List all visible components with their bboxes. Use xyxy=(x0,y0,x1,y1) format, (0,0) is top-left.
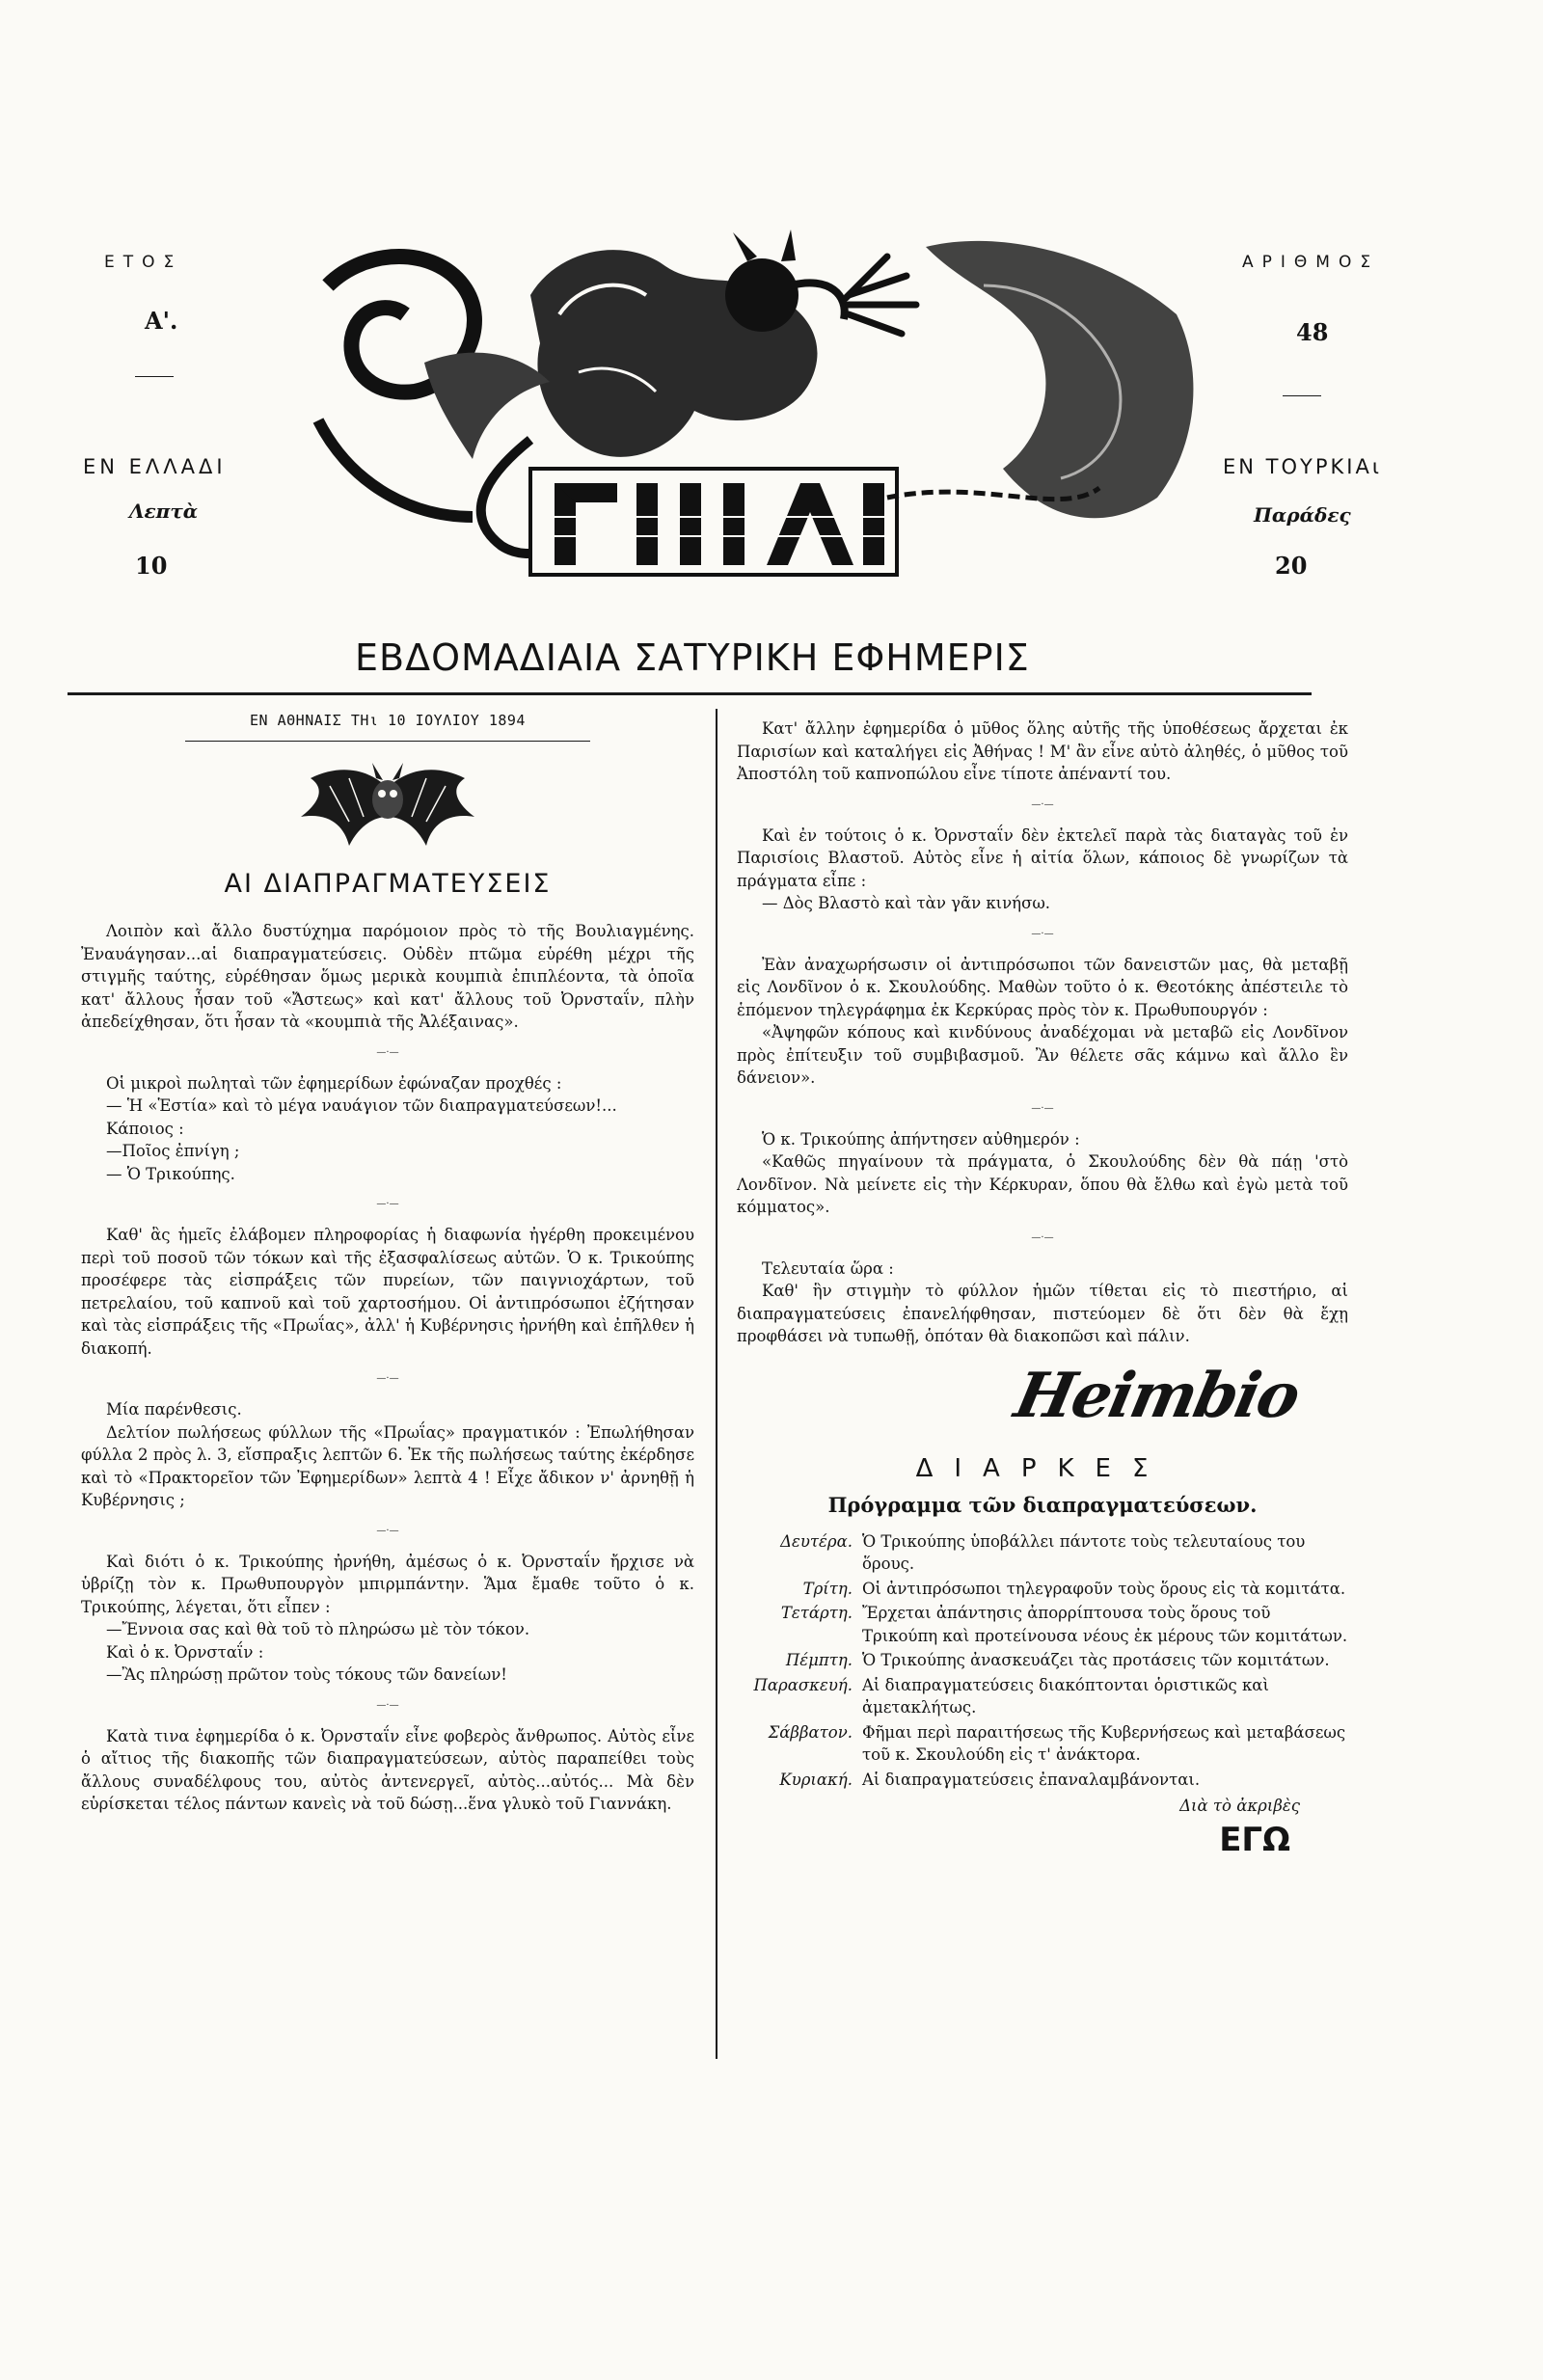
separator: —·— xyxy=(1031,798,1054,810)
program-title: Πρόγραμμα τῶν διαπραγματεύσεων. xyxy=(827,1492,1258,1517)
schedule-row xyxy=(737,1649,1348,1672)
separator: —·— xyxy=(376,1046,399,1058)
paragraph: — Δὸς Βλαστὸ καὶ τὰν γᾶν κινήσω. xyxy=(762,894,1051,912)
signature-block xyxy=(737,1354,1348,1450)
schedule-text: Ὁ Τρικούπης ἀνασκευάζει τὰς προτάσεις τῶν κομιτάτων. xyxy=(862,1651,1330,1669)
schedule-list xyxy=(737,1530,1348,1792)
newspaper-subtitle: ΕΒΔΟΜΑΔΙΑΙΑ ΣΑΤΥΡΙΚΗ ΕΦΗΜΕΡΙΣ xyxy=(355,636,1030,679)
schedule-text: Ἔρχεται ἀπάντησις ἀπορρίπτουσα τοὺς ὅρους τοῦ Τρικούπη καὶ προτείνουσα νέους ἐκ μέρους τῶν κομιτάτων. xyxy=(862,1604,1348,1645)
schedule-day: Παρασκευή. xyxy=(753,1675,853,1694)
schedule-row xyxy=(737,1721,1348,1767)
schedule-row xyxy=(737,1530,1348,1576)
schedule-row xyxy=(737,1769,1348,1792)
schedule-text: Αἱ διαπραγματεύσεις ἐπαναλαμβάνονται. xyxy=(862,1770,1201,1789)
closing-signature: ΕΓΩ xyxy=(1219,1821,1290,1859)
paragraph: Δελτίον πωλήσεως φύλλων τῆς «Πρωΐας» πραγματικόν : Ἐπωλήθησαν φύλλα 2 πρὸς λ. 3, εἴσπραξις λεπτῶν 6. Ἐκ τῆς πωλήσεως ταύτης ἐκέρδησε καὶ τὸ «Πρακτορεῖον τῶν Ἐφημερίδων» λεπτὰ 4 ! Εἶχε ἄδικον ν' ἀρνηθῇ ἡ Κυβέρνησις ; xyxy=(81,1422,694,1509)
paragraph: Καθ' ἣν στιγμὴν τὸ φύλλον ἡμῶν τίθεται εἰς τὸ πιεστήριο, αἱ διαπραγματεύσεις ἐπανελήφθησαν, πιστεύομεν δὲ ὅτι δὲν θὰ ἔχῃ προφθάσει νὰ τυπωθῇ, ὁπόταν θὰ διακοπῶσι καὶ πάλιν. xyxy=(737,1282,1348,1345)
bat-illustration xyxy=(81,749,694,855)
paragraph: Καὶ ὁ κ. Ὀρνσταΐν : xyxy=(106,1642,264,1662)
paragraph: Κατὰ τινα ἐφημερίδα ὁ κ. Ὀρνσταΐν εἶνε φοβερὸς ἄνθρωπος. Αὐτὸς εἶνε ὁ αἴτιος τῆς διακοπῆς τῶν διαπραγματεύσεων, αὐτὸς παραπείθει τοὺς ἄλλους συναδέλφους του, αὐτὸς ἀντενεργεῖ, αὐτὸς...αὐτός... Μὰ δὲν εὑρίσκεται τέλος πάντων κανεὶς νὰ τοῦ δώσῃ...ἕνα γλυκὸ τοῦ Γιαννάκη. xyxy=(81,1726,694,1813)
paragraph: Τελευταία ὥρα : xyxy=(762,1258,894,1278)
schedule-day: Σάββατον. xyxy=(768,1722,853,1742)
paragraph: —Ἂς πληρώσῃ πρῶτον τοὺς τόκους τῶν δανείων! xyxy=(106,1665,507,1684)
separator: —·— xyxy=(376,1199,399,1209)
schedule-day: Τετάρτη. xyxy=(780,1604,853,1622)
paragraph: Ὁ κ. Τρικούπης ἀπήντησεν αὐθημερόν : xyxy=(762,1129,1080,1149)
paragraph: Καθ' ἃς ἡμεῖς ἐλάβομεν πληροφορίας ἡ διαφωνία ἠγέρθη προκειμένου περὶ τοῦ ποσοῦ τῶν τόκων καὶ τῆς ἐξασφαλίσεως αὐτῶν. Ὁ κ. Τρικούπης προσέφερε τὰς εἰσπράξεις τῶν πυρείων, τῶν παιγνιοχάρτων, τοῦ πετρελαίου, τοῦ καπνοῦ καὶ τοῦ χαρτοσήμου. Οἱ ἀντιπρόσωποι ἐζήτησαν καὶ τὰς εἰσπράξεις τῆς «Πρωΐας», ἀλλ' ἡ Κυβέρνησις ἠρνήθη καὶ ἐπῆλθεν ἡ διακοπή. xyxy=(81,1226,694,1358)
price-greece-label: ΕΝ ΕΛΛΑΔΙ xyxy=(83,455,227,478)
headline: ΑΙ ΔΙΑΠΡΑΓΜΑΤΕΥΣΕΙΣ xyxy=(224,869,552,899)
paragraph: Καὶ ἐν τούτοις ὁ κ. Ὀρνσταΐν δὲν ἐκτελεῖ παρὰ τὰς διαταγὰς τοῦ ἐν Παρισίοις Βλαστοῦ. Αὐτὸς εἶνε ἡ αἰτία ὅλων, κάποιος δὲ γνωρίζων τὰ πράγματα εἶπε : xyxy=(737,825,1348,890)
schedule-row xyxy=(737,1602,1348,1647)
paragraph: Κάποιος : xyxy=(106,1119,184,1138)
separator: —·— xyxy=(1031,928,1054,939)
dateline-rule xyxy=(185,741,590,742)
price-greece-value: 10 xyxy=(135,552,168,580)
column-divider xyxy=(716,709,717,2059)
schedule-day: Κυριακή. xyxy=(779,1770,853,1789)
schedule-row xyxy=(737,1674,1348,1719)
schedule-text: Οἱ ἀντιπρόσωποι τηλεγραφοῦν τοὺς ὅρους εἰς τὰ κομιτάτα. xyxy=(862,1579,1346,1598)
paragraph: Κατ' ἄλλην ἐφημερίδα ὁ μῦθος ὅλης αὐτῆς τῆς ὑποθέσεως ἄρχεται ἐκ Παρισίων καὶ καταλήγει εἰς Ἀθήνας ! Μ' ἂν εἶνε αὐτὸ ἀληθές, ὁ μῦθος τοῦ Ἀποστόλη τοῦ καπνοπώλου εἶνε τίποτε ἀπέναντί του. xyxy=(737,719,1348,783)
paragraph: «Καθῶς πηγαίνουν τὰ πράγματα, ὁ Σκουλούδης δὲν θὰ πάῃ 'στὸ Λονδῖνον. Νὰ μείνετε εἰς τὴν Κέρκυραν, ὅπου θὰ ἔλθω καὶ ἐγὼ μετὰ τοῦ κόμματος». xyxy=(737,1152,1348,1216)
paragraph: — Ἡ «Ἑστία» καὶ τὸ μέγα ναυάγιον τῶν διαπραγματεύσεων!... xyxy=(106,1096,617,1115)
masthead-rule xyxy=(68,692,1312,695)
paragraph: Μία παρένθεσις. xyxy=(106,1400,242,1419)
separator: —·— xyxy=(1031,1102,1054,1114)
masthead-illustration xyxy=(309,228,1215,604)
schedule-row xyxy=(737,1578,1348,1601)
paragraph: —Ἔννοια σας καὶ θὰ τοῦ τὸ πληρώσω μὲ τὸν τόκον. xyxy=(106,1620,530,1638)
bat-icon xyxy=(291,749,484,855)
schedule-day: Τρίτη. xyxy=(802,1579,853,1598)
paragraph: Ἐὰν ἀναχωρήσωσιν οἱ ἀντιπρόσωποι τῶν δανειστῶν μας, θὰ μεταβῇ εἰς Λονδῖνον ὁ κ. Σκουλούδης. Μαθὼν τοῦτο ὁ κ. Θεοτόκης ἀπέστειλε τὸ ἑπόμενον τηλεγράφημα ἐκ Κερκύρας πρὸς τὸν κ. Πρωθυπουργόν : xyxy=(737,955,1348,1019)
price-turkey-unit: Παράδες xyxy=(1254,503,1351,527)
separator: —·— xyxy=(376,1525,399,1536)
paragraph: —Ποῖος ἐπνίγη ; xyxy=(106,1142,240,1160)
right-column xyxy=(737,717,1348,1859)
schedule-text: Φῆμαι περὶ παραιτήσεως τῆς Κυβερνήσεως καὶ μεταβάσεως τοῦ κ. Σκουλούδη εἰς τ' ἀνάκτορα. xyxy=(862,1722,1346,1764)
devil-masthead-art xyxy=(309,228,1215,604)
issue-label: ΑΡΙΘΜΟΣ xyxy=(1242,253,1380,272)
year-value: Α'. xyxy=(145,307,178,335)
signature: Heimbio xyxy=(1009,1359,1305,1432)
schedule-day: Δευτέρα. xyxy=(780,1531,853,1551)
schedule-text: Ὁ Τρικούπης ὑποβάλλει πάντοτε τοὺς τελευταίους του ὅρους. xyxy=(862,1531,1306,1573)
separator: —·— xyxy=(376,1699,399,1711)
paragraph: Καὶ διότι ὁ κ. Τρικούπης ἠρνήθη, ἀμέσως ὁ κ. Ὀρνσταΐν ἤρχισε νὰ ὑβρίζῃ τὸν κ. Πρωθυπουργὸν μπιρμπάντην. Ἅμα ἔμαθε τοῦτο ὁ κ. Τρικούπης, λέγεται, ὅτι εἶπεν : xyxy=(81,1552,694,1616)
separator: —·— xyxy=(1031,1231,1054,1243)
price-turkey-value: 20 xyxy=(1275,552,1308,580)
schedule-day: Πέμπτη. xyxy=(785,1651,853,1669)
closing-note: Διὰ τὸ ἀκριβὲς xyxy=(1179,1797,1300,1815)
separator: —·— xyxy=(376,1373,399,1384)
dateline: ΕΝ ΑΘΗΝΑΙΣ ΤΗι 10 ΙΟΥΛΙΟΥ 1894 xyxy=(250,712,526,729)
year-divider xyxy=(135,376,174,377)
left-column xyxy=(81,710,694,1816)
paragraph: Οἱ μικροὶ πωληταὶ τῶν ἐφημερίδων ἐφώναζαν προχθές : xyxy=(106,1073,562,1093)
paragraph: «Ἀψηφῶν κόπους καὶ κινδύνους ἀναδέχομαι νὰ μεταβῶ εἰς Λονδῖνον πρὸς ἐπίτευξιν τοῦ συμβιβασμοῦ. Ἂν θέλετε σᾶς κάμνω καὶ ἄλλο ἓν δάνειον». xyxy=(737,1023,1348,1087)
price-greece-unit: Λεπτὰ xyxy=(129,500,199,523)
schedule-text: Αἱ διαπραγματεύσεις διακόπτονται ὁριστικῶς καὶ ἀμετακλήτως. xyxy=(862,1675,1269,1717)
diarkes-title: ΔΙΑΡΚΕΣ xyxy=(915,1453,1170,1483)
price-turkey-label: ΕΝ ΤΟΥΡΚΙΑι xyxy=(1223,455,1382,478)
paragraph: Λοιπὸν καὶ ἄλλο δυστύχημα παρόμοιον πρὸς τὸ τῆς Βουλιαγμένης. Ἐναυάγησαν...αἱ διαπραγματεύσεις. Οὐδὲν πτῶμα εὑρέθη μέχρι τῆς στιγμῆς ταύτης, εὑρέθησαν ὅμως μερικὰ κουμπιὰ ἐπιπλέοντα, τὰ ὁποῖα κατ' ἄλλους ἦσαν τοῦ «Ἄστεως» καὶ κατ' ἄλλους τοῦ Ὀρνσταΐν, πλὴν ἀπεδείχθησαν, ὅτι ἦσαν τὰ «κουμπιὰ τῆς Ἀλέξαινας». xyxy=(81,922,694,1031)
year-label: ΕΤΟΣ xyxy=(104,253,183,272)
issue-divider xyxy=(1283,395,1321,396)
paragraph: — Ὁ Τρικούπης. xyxy=(106,1164,235,1183)
issue-number: 48 xyxy=(1296,318,1329,346)
